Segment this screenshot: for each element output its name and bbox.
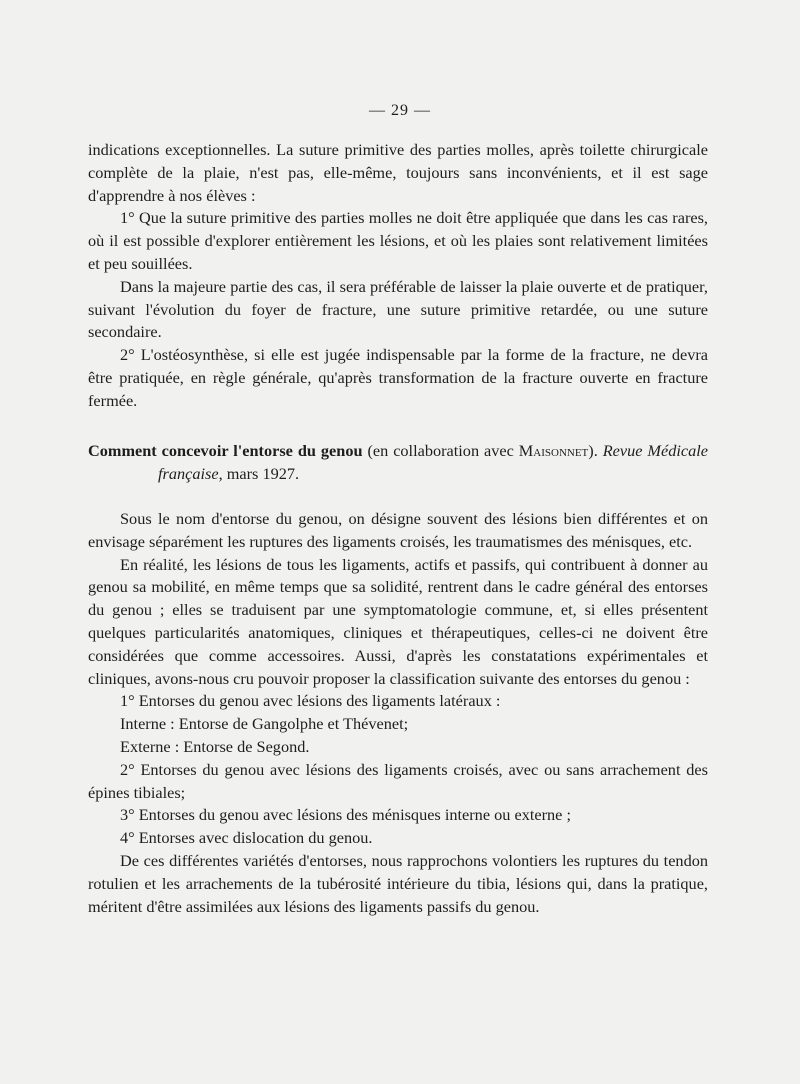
classification-item: 1° Entorses du genou avec lésions des ligaments latéraux : <box>120 691 501 711</box>
classification-item: 3° Entorses du genou avec lésions des ménisques interne ou externe ; <box>120 805 571 825</box>
paragraph: indications exceptionnelles. La suture primitive des parties molles, après toilette chirurgicale complète de la plaie, n'est pas, elle-même, toujours sans inconvénients, et il est sage d'apprendre à nos élèves : <box>88 140 708 205</box>
paragraph: 1° Que la suture primitive des parties molles ne doit être appliquée que dans les cas rares, où il est possible d'explorer entièrement les lésions, et où les plaies sont relativement limitées et peu souillées. <box>88 208 708 273</box>
reference-collab-suffix: ). <box>588 441 603 460</box>
paragraph: Dans la majeure partie des cas, il sera préférable de laisser la plaie ouverte et de pratiquer, suivant l'évolution du foyer de fracture, une suture primitive retardée, ou une suture secondaire. <box>88 276 708 342</box>
paragraph: Sous le nom d'entorse du genou, on désigne souvent des lésions bien différentes et on envisage séparément les ruptures des ligaments croisés, les traumatismes des ménisques, etc. <box>88 509 708 551</box>
reference-author: Maisonnet <box>518 441 589 460</box>
classification-subitem: Interne : Entorse de Gangolphe et Thévenet; <box>120 714 409 734</box>
classification-subitem: Externe : Entorse de Segond. <box>120 736 310 756</box>
bibliographic-reference <box>88 440 708 486</box>
section-osteosynthesis-text <box>88 139 708 413</box>
paragraph: De ces différentes variétés d'entorses, nous rapprochons volontiers les ruptures du tendon rotulien et les arrachements de la tubérosité intérieure du tibia, lésions qui, dans la pratique, méritent d'être assimilées aux lésions des ligaments passifs du genou. <box>88 850 708 916</box>
paragraph: 2° L'ostéosynthèse, si elle est jugée indispensable par la forme de la fracture, ne devra être pratiquée, en règle générale, qu'après transformation de la fracture ouverte en fracture fermée. <box>88 345 708 410</box>
reference-collab-prefix: (en collaboration avec <box>362 441 519 460</box>
page-number: — 29 — <box>369 102 431 119</box>
reference-journal: Revue Médicale française <box>158 441 708 483</box>
classification-item: 4° Entorses avec dislocation du genou. <box>120 828 373 848</box>
reference-title: Comment concevoir l'entorse du genou <box>88 441 363 460</box>
reference-entry <box>88 440 708 486</box>
section-knee-sprain-text <box>88 508 708 918</box>
classification-item: 2° Entorses du genou avec lésions des ligaments croisés, avec ou sans arrachement des épines tibiales; <box>88 759 708 802</box>
paragraph: En réalité, les lésions de tous les ligaments, actifs et passifs, qui contribuent à donner au genou sa mobilité, en même temps que sa solidité, rentrent dans le cadre général des entorses du genou ; elles se traduisent par une symptomatologie commune, et, si elles présentent quelques particularités anatomiques, cliniques et thérapeutiques, celles-ci ne doivent être considérées que comme accessoires. Aussi, d'après les constatations expérimentales et cliniques, avons-nous cru pouvoir proposer la classification suivante des entorses du genou : <box>88 554 708 688</box>
reference-date: , mars 1927. <box>218 463 300 483</box>
